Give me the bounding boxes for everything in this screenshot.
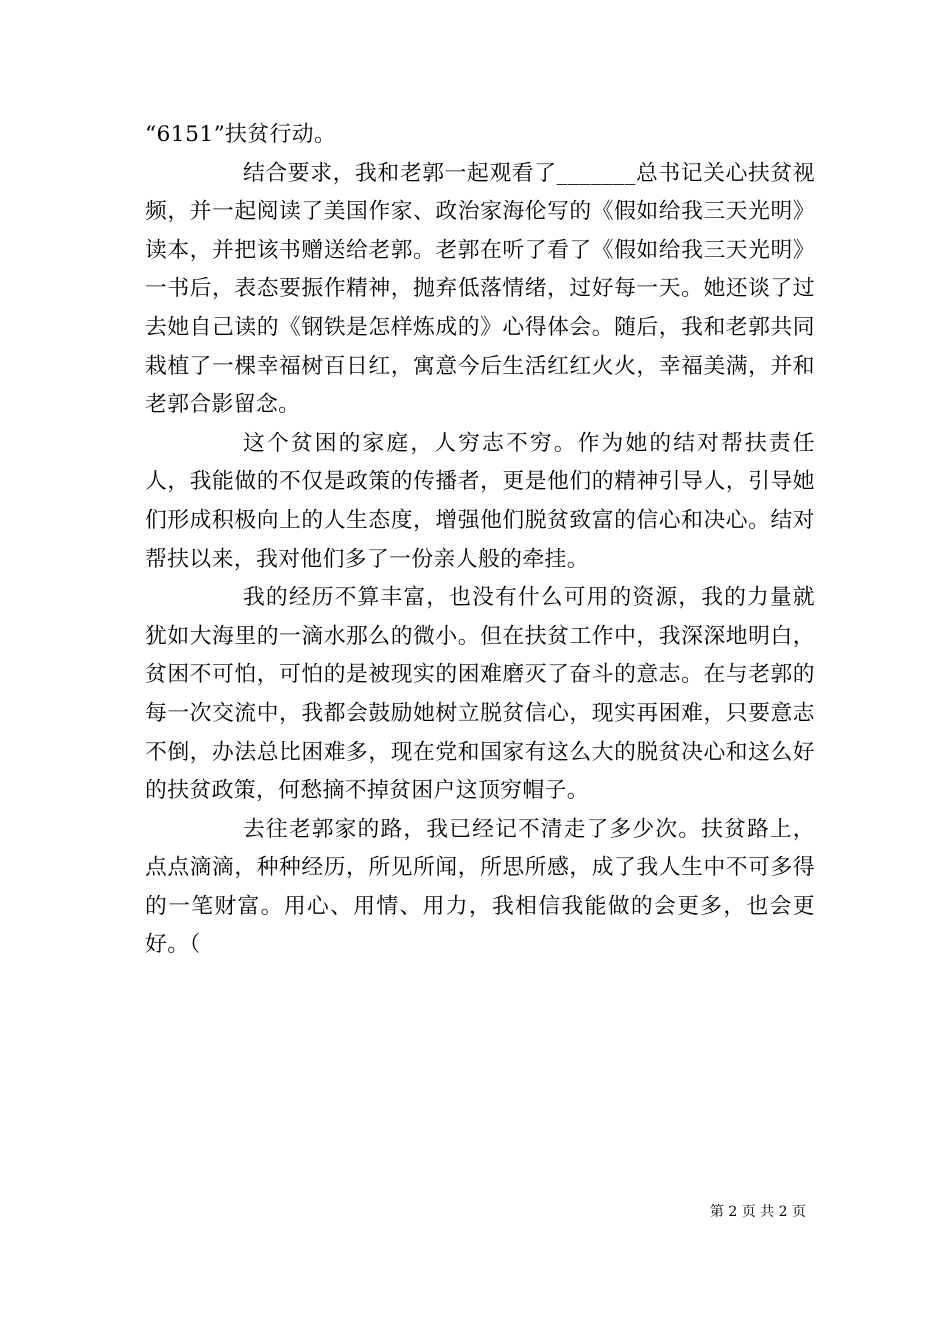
page-number: 第 2 页 共 2 页 [709, 1204, 806, 1220]
paragraph-continuation: “6151”扶贫行动。 [145, 122, 337, 147]
document-body [145, 116, 815, 965]
paragraph-watch-video: 结合要求，我和老郭一起观看了_______总书记关心扶贫视频，并一起阅读了美国作家、政治家海伦写的《假如给我三天光明》读本，并把该书赠送给老郭。老郭在听了看了《假如给我三天光明》一书后，表态要振作精神，抛弃低落情绪，过好每一天。她还谈了过去她自己读的《钢铁是怎样炼成的》心得体会。随后，我和老郭共同栽植了一棵幸福树百日红，寓意今后生活红红火火，幸福美满，并和老郭合影留念。 [145, 160, 815, 418]
paragraph-road: 去往老郭家的路，我已经记不清走了多少次。扶贫路上，点点滴滴，种种经历，所见所闻，所思所感，成了我人生中不可多得的一笔财富。用心、用情、用力，我相信我能做的会更多，也会更好。（ [145, 816, 815, 958]
paragraph-poor-family: 这个贫困的家庭，人穷志不穷。作为她的结对帮扶责任人，我能做的不仅是政策的传播者，更是他们的精神引导人，引导她们形成积极向上的人生态度，增强他们脱贫致富的信心和决心。结对帮扶以来，我对他们多了一份亲人般的牵挂。 [145, 430, 815, 572]
paragraph-experience: 我的经历不算丰富，也没有什么可用的资源，我的力量就犹如大海里的一滴水那么的微小。但在扶贫工作中，我深深地明白，贫困不可怕，可怕的是被现实的困难磨灭了奋斗的意志。在与老郭的每一次交流中，我都会鼓励她树立脱贫信心，现实再困难，只要意志不倒，办法总比困难多，现在党和国家有这么大的脱贫决心和这么好的扶贫政策，何愁摘不掉贫困户这顶穷帽子。 [145, 585, 815, 804]
